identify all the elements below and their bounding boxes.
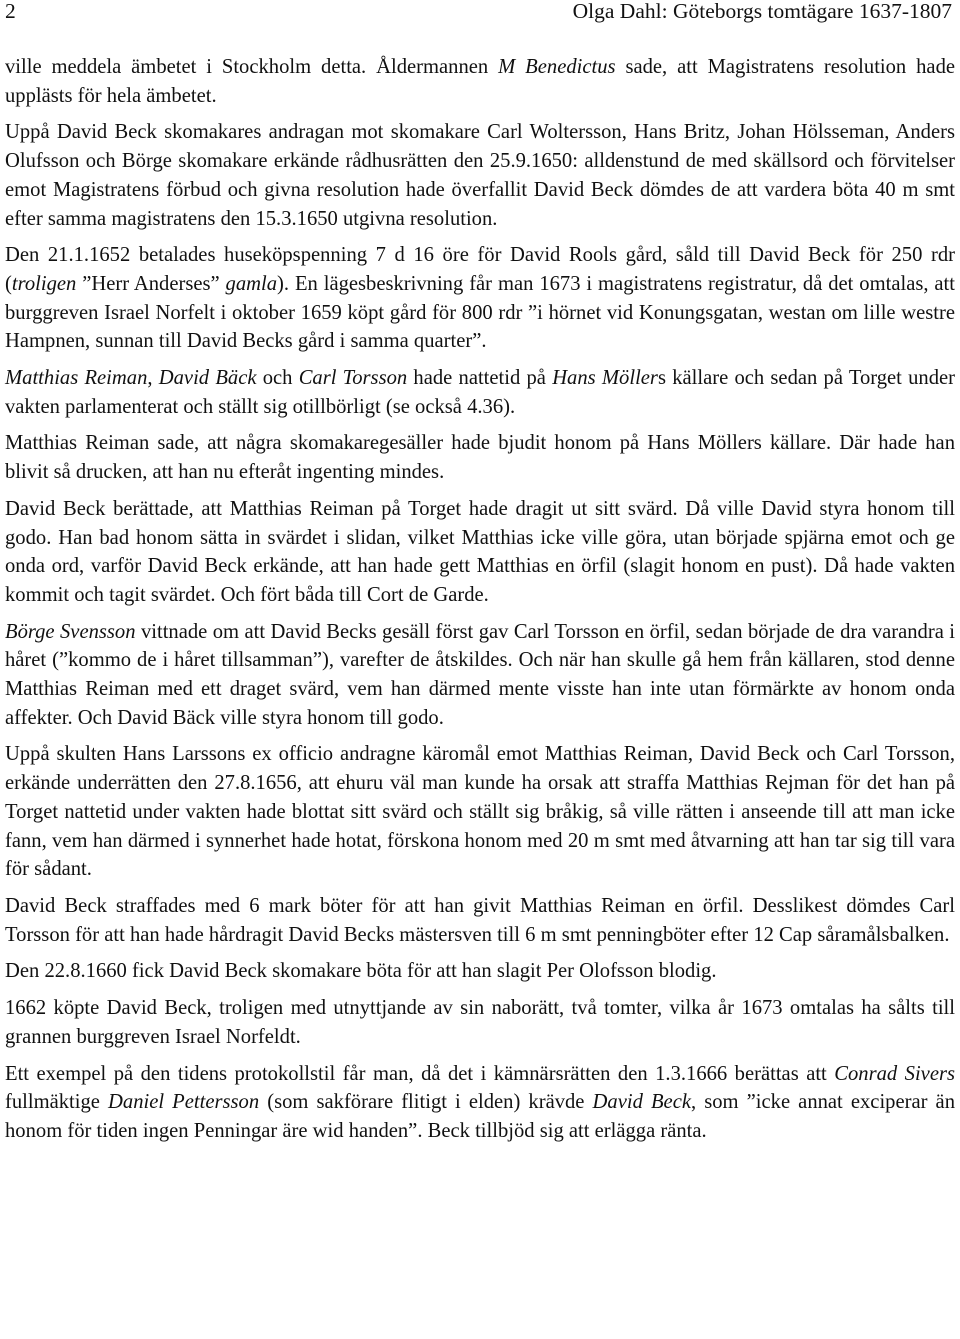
page-header — [5, 0, 955, 22]
paragraph — [5, 241, 955, 356]
italic-text-run: M Benedictus — [498, 56, 616, 78]
text-run: och — [256, 367, 299, 390]
italic-text-run: Matthias Reiman — [5, 367, 148, 390]
text-run: , — [147, 367, 159, 390]
text-run: David Beck straffades med 6 mark böter för att han givit Matthias Reiman en örfil. Desslikest dömdes Carl Torsson för att han hade hårdragit David Becks mästersven till 6 m smt penningböter efter 12 Cap såramålsbalken. — [5, 894, 955, 946]
text-run: sade, att Magistratens resolution hade upplästs för hela ämbetet. — [5, 56, 956, 107]
paragraph — [5, 957, 955, 986]
text-run: Den 21.1.1652 betalades huseköpspenning 7 d 16 öre för David Rools gård, såld till David Beck för 250 rdr ( — [5, 244, 955, 295]
paragraph — [5, 994, 955, 1051]
paragraph — [5, 118, 955, 233]
italic-text-run: Conrad Sivers — [834, 1062, 955, 1085]
paragraph — [5, 53, 955, 110]
text-run: fullmäktige — [5, 1091, 109, 1114]
text-run: Uppå skulten Hans Larssons ex officio andragne käromål emot Matthias Reiman, David Beck och Carl Torsson, erkände underrätten den 27.8.1656, att ehuru väl man kunde ha orsak att straffa Matthias Rejman för det han på Torget nattetid under vakten hade blottat sitt svärd och ställt sig bråkig, så ville rätten i anseende till att man icke fann, vem han därmed i synnerhet hade hotat, förskona honom med 20 m smt med åtvarning att han tar sig till vara för sådant. — [5, 743, 955, 881]
text-run: (som sakförare flitigt i elden) krävde — [259, 1091, 593, 1114]
document-page — [5, 0, 955, 1146]
italic-text-run: Daniel Pettersson — [108, 1091, 260, 1114]
italic-text-run: David Bäck — [158, 367, 257, 390]
paragraph — [5, 892, 955, 949]
italic-text-run: Hans Möller — [552, 367, 658, 390]
italic-text-run: David Beck — [592, 1091, 691, 1114]
text-run: ). En lägesbeskrivning får man 1673 i magistratens registratur, då det omtalas, att burggreven Israel Norfelt i oktober 1659 köpt gård för 800 rdr ”i hörnet vid Konungsgatan, westan om lille westre Hampnen, sunnan till David Becks gård i samma quarter”. — [5, 272, 955, 353]
text-run: ”Herr Anderses” — [76, 272, 226, 295]
text-run: 1662 köpte David Beck, troligen med utnyttjande av sin naborätt, två tomter, vilka år 1673 omtalas ha sålts till grannen burggreven Israel Norfeldt. — [5, 997, 955, 1048]
paragraph — [5, 364, 955, 421]
text-run: Ett exempel på den tidens protokollstil får man, då det i kämnärsrätten den 1.3.1666 berättas att — [5, 1062, 835, 1085]
text-run: Uppå David Beck skomakares andragan mot skomakare Carl Woltersson, Hans Britz, Johan Hölsseman, Anders Olufsson och Börge skomakare erkände rådhusrätten den 25.9.1650: alldenstund de med skällsord och förvitelser emot Magistratens förbud och givna resolution hade överfallit David Beck dömdes de att vardera böta 40 m smt efter samma magistratens den 15.3.1650 utgivna resolution. — [5, 121, 955, 230]
text-run: David Beck berättade, att Matthias Reiman på Torget hade dragit ut sitt svärd. Då ville David styra honom till godo. Han bad honom sätta in svärdet i slidan, vilket Matthias icke ville göra, utan började spjärna emot och ge onda ord, varför David Beck erkände, att han hade gett Matthias en örfil (slagit honom en pust). Då hade vakten kommit och tagit svärdet. Och fört båda till Cort de Garde. — [5, 497, 955, 606]
page-number: 2 — [5, 0, 16, 23]
text-run: vittnade om att David Becks gesäll först gav Carl Torsson en örfil, sedan började de dra varandra i håret (”kommo de i håret tillsamman”), varefter de åtskildes. Och när han skulle gå hem från källaren, stod denne Matthias Reiman med ett draget svärd, vem han därmed mente visste han inte utan förmärkte av honom onda affekter. Och David Bäck ville styra honom till godo. — [5, 620, 956, 729]
paragraph — [5, 429, 955, 486]
paragraph — [5, 740, 955, 884]
paragraph — [5, 618, 955, 733]
text-run: hade nattetid på — [407, 367, 553, 390]
text-run: Den 22.8.1660 fick David Beck skomakare böta för att han slagit Per Olofsson blodig. — [5, 960, 717, 983]
text-run: , som ”icke annat exciperar än honom för tiden ingen Penningar äre wid handen”. Beck tillbjöd sig att erlägga ränta. — [5, 1091, 955, 1142]
paragraph — [5, 1060, 955, 1146]
italic-text-run: Börge Svensson — [5, 620, 136, 643]
text-run: Matthias Reiman sade, att några skomakaregesäller hade bjudit honom på Hans Möllers källare. Där hade han blivit så drucken, att han nu efteråt ingenting mindes. — [5, 432, 955, 484]
italic-text-run: Carl Torsson — [298, 367, 408, 390]
italic-text-run: gamla — [225, 272, 278, 295]
text-run: s källare och sedan på Torget under vakten parlamenterat och ställt sig otillbörligt (se också 4.36). — [5, 367, 956, 418]
body-text — [5, 53, 955, 1146]
running-head: Olga Dahl: Göteborgs tomtägare 1637-1807 — [572, 0, 952, 23]
paragraph — [5, 495, 955, 610]
italic-text-run: troligen — [11, 272, 77, 295]
text-run: ville meddela ämbetet i Stockholm detta. Åldermannen — [5, 56, 499, 78]
